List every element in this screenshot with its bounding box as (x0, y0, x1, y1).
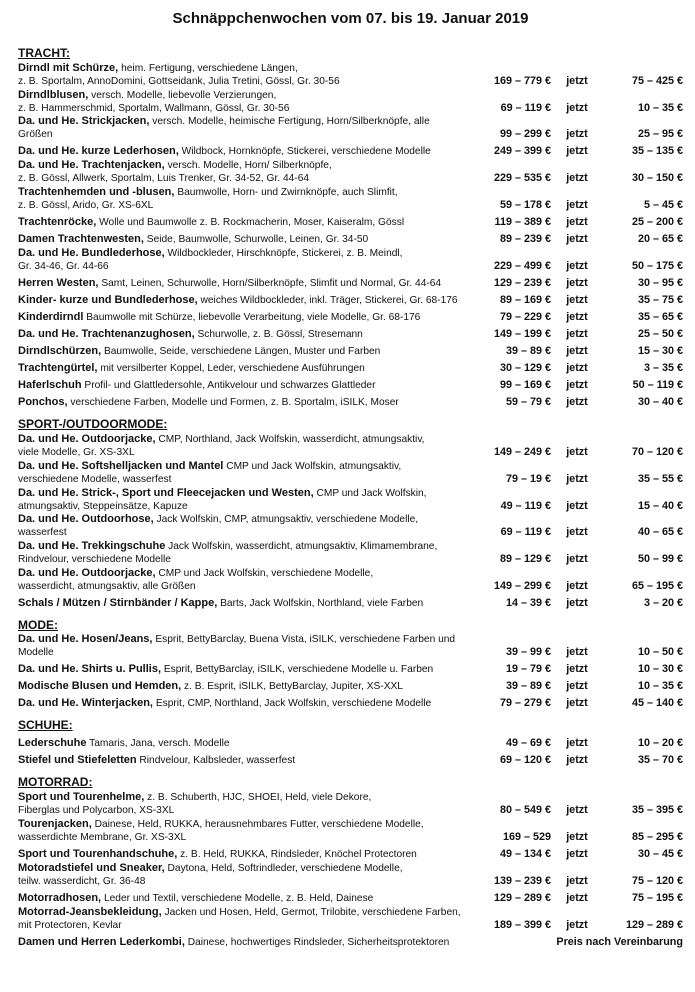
original-price: 69 – 120 € (499, 754, 551, 766)
section (18, 46, 683, 409)
item-details: CMP und Jack Wolfskin, atmungsaktiv, (226, 461, 402, 472)
item-details: Esprit, BettyBarclay, iSILK, verschiedene Modelle u. Farben (163, 664, 434, 675)
now-label: jetzt (566, 680, 588, 692)
item-details-line2: z. B. Hammerschmid, Sportalm, Wallmann, Gössl, Gr. 30-56 (18, 103, 290, 114)
item-details: Dainese, hochwertiges Rindsleder, Sicherheitsprotektoren (187, 937, 450, 948)
item-description (18, 513, 467, 539)
sale-price: 35 – 395 € (631, 804, 683, 816)
item-description (18, 62, 467, 88)
sale-price: 3 – 20 € (643, 597, 683, 609)
item-name: Sport und Tourenhandschuhe, (18, 848, 178, 860)
item-name: Da. und He. Trachtenanzughosen, (18, 328, 195, 340)
item-details-line2: z. B. Gössl, Arido, Gr. XS-6XL (18, 200, 154, 211)
item-details: versch. Modelle, Horn/ Silberknöpfe, (167, 160, 332, 171)
item-name: Schals / Mützen / Stirnbänder / Kappe, (18, 597, 218, 609)
now-label: jetzt (566, 172, 588, 184)
item-name: Da. und He. Strickjacken, (18, 115, 150, 127)
item-description (18, 936, 533, 949)
item-description (18, 862, 467, 888)
item-details: Wildbockleder, Hirschknöpfe, Stickerei, z. B. Meindl, (167, 248, 403, 259)
now-label: jetzt (566, 379, 588, 391)
item-details: Seide, Baumwolle, Schurwolle, Leinen, Gr. 34-50 (146, 234, 369, 245)
original-price: 89 – 129 € (499, 553, 551, 565)
item-name: Da. und He. Outdoorjacke, (18, 433, 156, 445)
price-row (18, 539, 683, 566)
item-name: Herren Westen, (18, 277, 99, 289)
sale-price: 25 – 95 € (637, 128, 683, 140)
item-name: Kinderdirndl (18, 311, 84, 323)
now-label: jetzt (566, 526, 588, 538)
original-price: 79 – 19 € (505, 473, 551, 485)
sale-price: 10 – 20 € (637, 737, 683, 749)
now-label: jetzt (566, 831, 588, 843)
item-details-line2: viele Modelle, Gr. XS-3XL (18, 447, 135, 458)
item-name: Da. und He. Trekkingschuhe (18, 540, 166, 552)
item-description (18, 597, 467, 610)
price-row (18, 905, 683, 932)
now-label: jetzt (566, 875, 588, 887)
now-label: jetzt (566, 848, 588, 860)
item-name: Da. und He. Shirts u. Pullis, (18, 663, 162, 675)
item-description (18, 186, 467, 212)
sale-price: 10 – 35 € (637, 102, 683, 114)
item-details: Dainese, Held, RUKKA, herausnehmbares Futter, verschiedene Modelle, (94, 819, 424, 830)
sale-price: 30 – 150 € (631, 172, 683, 184)
price-row (18, 141, 683, 158)
item-details-line2: atmungsaktiv, Steppeinsätze, Kapuze (18, 501, 188, 512)
original-price: 99 – 169 € (499, 379, 551, 391)
item-details: Jack Wolfskin, wasserdicht, atmungsaktiv, Klimamembrane, (168, 541, 438, 552)
now-label: jetzt (566, 697, 588, 709)
item-description (18, 233, 467, 246)
sale-price: 30 – 95 € (637, 277, 683, 289)
page-title: Schnäppchenwochen vom 07. bis 19. Januar 2019 (172, 10, 529, 27)
sale-price: 10 – 35 € (637, 680, 683, 692)
price-row (18, 486, 683, 513)
item-name: Modische Blusen und Hemden, (18, 680, 182, 692)
price-row (18, 324, 683, 341)
item-description (18, 892, 467, 905)
item-details-line2: z. B. Gössl, Allwerk, Sportalm, Luis Trenker, Gr. 34-52, Gr. 44-64 (18, 173, 310, 184)
sale-price: 15 – 40 € (637, 500, 683, 512)
item-details: versch. Modelle, liebevolle Verzierungen, (91, 90, 277, 101)
item-description (18, 328, 467, 341)
item-name: Da. und He. Softshelljacken und Mantel (18, 460, 224, 472)
item-name: Da. und He. Trachtenjacken, (18, 159, 165, 171)
original-price: 69 – 119 € (500, 102, 551, 114)
item-name: Da. und He. Outdoorhose, (18, 513, 154, 525)
original-price: 49 – 119 € (500, 500, 551, 512)
item-name: Motoradstiefel und Sneaker, (18, 862, 165, 874)
item-description (18, 433, 467, 459)
price-row (18, 246, 683, 273)
original-price: 59 – 79 € (505, 396, 551, 408)
item-description (18, 906, 467, 932)
item-details-line2: z. B. Sportalm, AnnoDomini, Gottseidank, Julia Tretini, Gössl, Gr. 30-56 (18, 76, 340, 87)
now-label: jetzt (566, 311, 588, 323)
item-details: verschiedene Farben, Modelle und Formen, z. B. Sportalm, iSILK, Moser (70, 397, 399, 408)
item-description (18, 89, 467, 115)
price-row (18, 185, 683, 212)
item-details-line2: Gr. 34-46, Gr. 44-66 (18, 261, 109, 272)
now-label: jetzt (566, 145, 588, 157)
original-price: 79 – 279 € (499, 697, 551, 709)
item-description (18, 540, 467, 566)
sale-price: 75 – 195 € (631, 892, 683, 904)
now-label: jetzt (566, 580, 588, 592)
now-label: jetzt (566, 597, 588, 609)
original-price: 149 – 199 € (493, 328, 551, 340)
item-details-line2: Rindvelour, verschiedene Modelle (18, 554, 171, 565)
item-details: Profil- und Glattledersohle, Antikvelour und schwarzes Glattleder (84, 380, 376, 391)
sale-price: 129 – 289 € (625, 919, 683, 931)
price-row (18, 307, 683, 324)
item-details-line2: wasserdicht, atmungsaktiv, alle Größen (18, 581, 196, 592)
item-description (18, 848, 467, 861)
price-row (18, 358, 683, 375)
item-name: Dirndlblusen, (18, 89, 89, 101)
item-description (18, 216, 467, 229)
item-name: Sport und Tourenhelme, (18, 791, 145, 803)
sale-price: 40 – 65 € (637, 526, 683, 538)
item-name: Da. und He. Winterjacken, (18, 697, 153, 709)
original-price: 69 – 119 € (500, 526, 551, 538)
original-price: 129 – 289 € (493, 892, 551, 904)
now-label: jetzt (566, 102, 588, 114)
now-label: jetzt (566, 345, 588, 357)
item-details: z. B. Held, RUKKA, Rindsleder, Knöchel Protectoren (180, 849, 417, 860)
original-price: 79 – 229 € (499, 311, 551, 323)
item-details-line2: wasserdichte Membrane, Gr. XS-3XL (18, 832, 187, 843)
now-label: jetzt (566, 260, 588, 272)
item-name: Da. und He. Strick-, Sport und Fleecejacken und Westen, (18, 487, 314, 499)
now-label: jetzt (566, 199, 588, 211)
price-row (18, 861, 683, 888)
original-price: 89 – 239 € (499, 233, 551, 245)
sale-price: 50 – 119 € (632, 379, 683, 391)
item-description (18, 362, 467, 375)
item-details: z. B. Schuberth, HJC, SHOEI, Held, viele Dekore, (147, 792, 372, 803)
now-label: jetzt (566, 553, 588, 565)
original-price: 249 – 399 € (493, 145, 551, 157)
now-label: jetzt (566, 754, 588, 766)
original-price: 49 – 69 € (505, 737, 551, 749)
price-row (18, 459, 683, 486)
item-name: Kinder- kurze und Bundlederhose, (18, 294, 198, 306)
item-description (18, 680, 467, 693)
price-row (18, 633, 683, 659)
original-price: 49 – 134 € (499, 848, 551, 860)
item-details: CMP, Northland, Jack Wolfskin, wasserdicht, atmungsaktiv, (158, 434, 425, 445)
section (18, 775, 683, 949)
price-row (18, 432, 683, 459)
item-description (18, 791, 467, 817)
sale-price: 15 – 30 € (637, 345, 683, 357)
sale-price: 75 – 120 € (631, 875, 683, 887)
item-details: Tamaris, Jana, versch. Modelle (89, 738, 230, 749)
price-row (18, 750, 683, 767)
now-label: jetzt (566, 919, 588, 931)
item-description (18, 345, 467, 358)
price-row (18, 676, 683, 693)
item-name: Dirndl mit Schürze, (18, 62, 119, 74)
sale-price: 50 – 99 € (637, 553, 683, 565)
original-price: 149 – 299 € (493, 580, 551, 592)
sale-price: 85 – 295 € (631, 831, 683, 843)
item-description (18, 567, 467, 593)
now-label: jetzt (566, 328, 588, 340)
item-details: Baumwolle mit Schürze, liebevolle Verarbeitung, viele Modelle, Gr. 68-176 (86, 312, 421, 323)
sale-price: 25 – 200 € (631, 216, 683, 228)
section (18, 618, 683, 710)
item-description (18, 633, 467, 659)
price-row (18, 290, 683, 307)
item-details: Esprit, BettyBarclay, Buena Vista, iSILK, verschiedene Farben und Modelle (18, 634, 456, 658)
price-row (18, 513, 683, 539)
sale-price: 50 – 175 € (631, 260, 683, 272)
sale-price: 35 – 135 € (631, 145, 683, 157)
original-price: 80 – 549 € (499, 804, 551, 816)
item-description (18, 818, 467, 844)
original-price: 229 – 499 € (493, 260, 551, 272)
section-heading: SCHUHE: (18, 718, 73, 732)
item-description (18, 145, 467, 158)
sale-price: 75 – 425 € (631, 75, 683, 87)
price-row (18, 212, 683, 229)
item-description (18, 247, 467, 273)
item-details: Jack Wolfskin, CMP, atmungsaktiv, verschiedene Modelle, wasserfest (18, 514, 419, 538)
item-details: CMP und Jack Wolfskin, (316, 488, 427, 499)
item-name: Da. und He. Hosen/Jeans, (18, 633, 153, 645)
price-row (18, 733, 683, 750)
item-details: Wildbock, Hornknöpfe, Stickerei, verschiedene Modelle (181, 146, 431, 157)
section-heading: SPORT-/OUTDOORMODE: (18, 417, 168, 431)
item-details: Schurwolle, z. B. Gössl, Stresemann (197, 329, 363, 340)
item-name: Motorradhosen, (18, 892, 102, 904)
now-label: jetzt (566, 396, 588, 408)
price-row (18, 659, 683, 676)
price-row (18, 115, 683, 141)
original-price: 169 – 529 (502, 831, 551, 843)
sale-price: 30 – 45 € (637, 848, 683, 860)
item-name: Trachtenröcke, (18, 216, 97, 228)
price-row (18, 341, 683, 358)
original-price: 19 – 79 € (505, 663, 551, 675)
item-details-line2: verschiedene Modelle, wasserfest (18, 474, 172, 485)
item-details: CMP und Jack Wolfskin, verschiedene Modelle, (158, 568, 374, 579)
now-label: jetzt (566, 233, 588, 245)
sale-price: 35 – 65 € (637, 311, 683, 323)
item-name: Haferlschuh (18, 379, 82, 391)
original-price: 39 – 89 € (505, 345, 551, 357)
item-details: weiches Wildbockleder, inkl. Träger, Stickerei, Gr. 68-176 (200, 295, 458, 306)
now-label: jetzt (566, 646, 588, 658)
item-description (18, 737, 467, 750)
item-name: Motorrad-Jeansbekleidung, (18, 906, 162, 918)
item-name: Trachtengürtel, (18, 362, 98, 374)
item-description (18, 396, 467, 409)
original-price: 139 – 239 € (493, 875, 551, 887)
item-description (18, 159, 467, 185)
now-label: jetzt (566, 75, 588, 87)
item-description (18, 379, 467, 392)
item-details-line2: mit Protectoren, Kevlar (18, 920, 122, 931)
now-label: jetzt (566, 294, 588, 306)
original-price: 229 – 535 € (493, 172, 551, 184)
original-price: 149 – 249 € (493, 446, 551, 458)
sale-price: 65 – 195 € (631, 580, 683, 592)
original-price: 39 – 89 € (505, 680, 551, 692)
sale-price: 10 – 50 € (637, 646, 683, 658)
price-on-request: Preis nach Vereinbarung (556, 936, 683, 948)
sale-price: 25 – 50 € (637, 328, 683, 340)
sale-price: 45 – 140 € (631, 697, 683, 709)
now-label: jetzt (566, 446, 588, 458)
price-row (18, 693, 683, 710)
section (18, 417, 683, 610)
item-name: Trachtenhemden und -blusen, (18, 186, 175, 198)
now-label: jetzt (566, 804, 588, 816)
original-price: 89 – 169 € (499, 294, 551, 306)
item-details: Baumwolle, Seide, verschiedene Längen, Muster und Farben (103, 346, 381, 357)
item-name: Da. und He. Bundlederhose, (18, 247, 165, 259)
item-details: Wolle und Baumwolle z. B. Rockmacherin, Moser, Kaiseralm, Gössl (99, 217, 405, 228)
item-name: Ponchos, (18, 396, 68, 408)
sale-price: 35 – 70 € (637, 754, 683, 766)
original-price: 129 – 239 € (493, 277, 551, 289)
sale-price: 5 – 45 € (643, 199, 683, 211)
item-details: Leder und Textil, verschiedene Modelle, z. B. Held, Dainese (103, 893, 374, 904)
original-price: 119 – 389 € (494, 216, 551, 228)
original-price: 39 – 99 € (505, 646, 551, 658)
item-details: Esprit, CMP, Northland, Jack Wolfskin, verschiedene Modelle (155, 698, 432, 709)
item-details: mit versilberter Koppel, Leder, verschiedene Ausführungen (100, 363, 365, 374)
sale-price: 20 – 65 € (637, 233, 683, 245)
now-label: jetzt (566, 277, 588, 289)
price-row (18, 61, 683, 88)
sale-price: 35 – 75 € (637, 294, 683, 306)
original-price: 14 – 39 € (505, 597, 551, 609)
item-name: Da. und He. Outdoorjacke, (18, 567, 156, 579)
item-details: versch. Modelle, heimische Fertigung, Horn/Silberknöpfe, alle Größen (18, 116, 430, 140)
item-name: Dirndlschürzen, (18, 345, 102, 357)
section-heading: MOTORRAD: (18, 775, 93, 789)
price-row (18, 593, 683, 610)
price-row (18, 88, 683, 115)
item-details: Daytona, Held, Softrindleder, verschiedene Modelle, (167, 863, 403, 874)
now-label: jetzt (566, 892, 588, 904)
item-description (18, 277, 467, 290)
item-description (18, 294, 467, 307)
section-heading: TRACHT: (18, 46, 70, 60)
price-row (18, 932, 683, 949)
item-details-line2: teilw. wasserdicht, Gr. 36-48 (18, 876, 146, 887)
price-row (18, 888, 683, 905)
now-label: jetzt (566, 128, 588, 140)
original-price: 59 – 178 € (499, 199, 551, 211)
price-row (18, 566, 683, 593)
item-description (18, 754, 467, 767)
item-details: Samt, Leinen, Schurwolle, Horn/Silberknöpfe, Slimfit und Normal, Gr. 44-64 (101, 278, 442, 289)
item-name: Damen Trachtenwesten, (18, 233, 144, 245)
item-description (18, 115, 467, 141)
item-name: Da. und He. kurze Lederhosen, (18, 145, 179, 157)
item-name: Stiefel und Stiefeletten (18, 754, 137, 766)
sale-price: 35 – 55 € (637, 473, 683, 485)
sale-price: 3 – 35 € (643, 362, 683, 374)
sale-price: 70 – 120 € (631, 446, 683, 458)
now-label: jetzt (566, 473, 588, 485)
item-details: z. B. Esprit, iSILK, BettyBarclay, Jupiter, XS-XXL (184, 681, 403, 692)
sale-price: 10 – 30 € (637, 663, 683, 675)
price-row (18, 273, 683, 290)
now-label: jetzt (566, 737, 588, 749)
price-row (18, 392, 683, 409)
item-details-line2: Fiberglas und Polycarbon, XS-3XL (18, 805, 175, 816)
original-price: 189 – 399 € (493, 919, 551, 931)
item-description (18, 311, 467, 324)
item-name: Tourenjacken, (18, 818, 92, 830)
sections-container (18, 46, 683, 949)
price-row (18, 790, 683, 817)
item-description (18, 663, 467, 676)
section (18, 718, 683, 767)
item-name: Lederschuhe (18, 737, 87, 749)
sale-price: 30 – 40 € (637, 396, 683, 408)
price-row (18, 158, 683, 185)
now-label: jetzt (566, 216, 588, 228)
section-heading: MODE: (18, 618, 58, 632)
original-price: 169 – 779 € (493, 75, 551, 87)
now-label: jetzt (566, 663, 588, 675)
item-details: Jacken und Hosen, Held, Germot, Trilobite, verschiedene Farben, (164, 907, 461, 918)
price-row (18, 229, 683, 246)
price-row (18, 844, 683, 861)
original-price: 30 – 129 € (499, 362, 551, 374)
price-row (18, 817, 683, 844)
item-description (18, 460, 467, 486)
price-row (18, 375, 683, 392)
original-price: 99 – 299 € (499, 128, 551, 140)
now-label: jetzt (566, 500, 588, 512)
now-label: jetzt (566, 362, 588, 374)
item-details: Rindvelour, Kalbsleder, wasserfest (139, 755, 296, 766)
item-details: Baumwolle, Horn- und Zwirnknöpfe, auch Slimfit, (177, 187, 398, 198)
item-details: Barts, Jack Wolfskin, Northland, viele Farben (220, 598, 424, 609)
item-details: heim. Fertigung, verschiedene Längen, (121, 63, 298, 74)
item-name: Damen und Herren Lederkombi, (18, 936, 185, 948)
item-description (18, 697, 467, 710)
item-description (18, 487, 467, 513)
